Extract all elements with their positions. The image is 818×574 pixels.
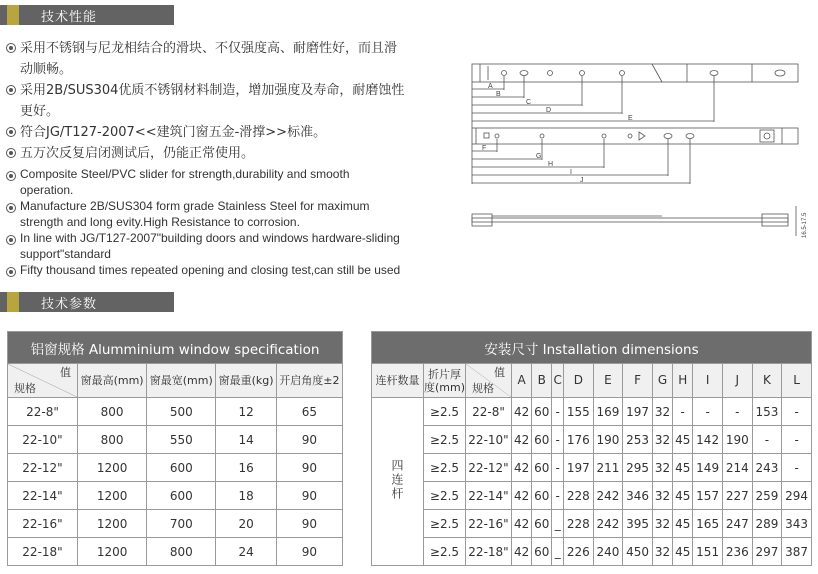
table-cell: 211 xyxy=(593,454,623,482)
table-cell: 60 xyxy=(532,510,552,538)
table-cell: 228 xyxy=(564,510,594,538)
table-cell: 243 xyxy=(752,454,782,482)
list-item: In line with JG/T127-2007"building doors and windows hardware-sliding support"standard xyxy=(5,230,405,262)
table-cell: 242 xyxy=(593,510,623,538)
table-cell: 294 xyxy=(782,482,812,510)
table-cell: 45 xyxy=(673,510,693,538)
list-item: 符合JG/T127-2007<<建筑门窗五金-滑撑>>标准。 xyxy=(5,122,405,143)
table-cell: 1200 xyxy=(78,454,147,482)
table-cell: 197 xyxy=(564,454,594,482)
accent-block xyxy=(7,5,19,25)
table-row xyxy=(372,510,812,538)
table-cell: - xyxy=(552,398,564,426)
table-cell: 90 xyxy=(276,538,342,566)
dim-label-e: E xyxy=(628,115,633,122)
table-cell: 1200 xyxy=(78,510,147,538)
table-cell: - xyxy=(722,398,752,426)
table-cell: _ xyxy=(552,510,564,538)
table-cell: 32 xyxy=(652,454,672,482)
table-cell: 42 xyxy=(512,538,532,566)
table-cell: 18 xyxy=(216,482,276,510)
column-header-letter: C xyxy=(552,364,564,398)
table-cell: 60 xyxy=(532,398,552,426)
table-cell: 289 xyxy=(752,510,782,538)
table-cell: 60 xyxy=(532,454,552,482)
table-cell: 90 xyxy=(276,454,342,482)
table-cell: 32 xyxy=(652,426,672,454)
column-header-letter: D xyxy=(564,364,594,398)
table-cell: 395 xyxy=(623,510,653,538)
table-cell: - xyxy=(782,398,812,426)
table-cell: 22-16" xyxy=(8,510,78,538)
table-cell: - xyxy=(782,426,812,454)
table-cell: ≥2.5 xyxy=(424,454,466,482)
table-cell: 42 xyxy=(512,510,532,538)
table-cell: 45 xyxy=(673,454,693,482)
table-cell: 165 xyxy=(693,510,723,538)
dim-label-h: H xyxy=(548,161,554,168)
table-cell: ≥2.5 xyxy=(424,426,466,454)
bullet-icon xyxy=(6,203,16,213)
table-cell: 22-14" xyxy=(8,482,78,510)
bullet-icon xyxy=(6,148,16,158)
table-cell: 800 xyxy=(78,398,147,426)
table-cell: 45 xyxy=(673,538,693,566)
table-cell: 42 xyxy=(512,454,532,482)
table-cell: 22-14" xyxy=(466,482,512,510)
table-cell: - xyxy=(552,454,564,482)
table-cell: 153 xyxy=(752,398,782,426)
bullet-icon xyxy=(6,267,16,277)
table-cell: 236 xyxy=(722,538,752,566)
diagonal-header-cell: 值 规格 xyxy=(8,364,78,398)
bullet-icon xyxy=(6,171,16,181)
table-cell: 190 xyxy=(722,426,752,454)
table-cell: 1200 xyxy=(78,482,147,510)
table-cell: 22-18" xyxy=(8,538,78,566)
table-title: 铝窗规格 Alumminium window specification xyxy=(8,332,343,364)
table-cell: 22-10" xyxy=(8,426,78,454)
table-cell: ≥2.5 xyxy=(424,482,466,510)
table-cell: 22-18" xyxy=(466,538,512,566)
table-cell: 24 xyxy=(216,538,276,566)
table-cell: 42 xyxy=(512,426,532,454)
section-header-params xyxy=(0,292,174,312)
dim-label-f: F xyxy=(482,145,487,152)
table-cell: 600 xyxy=(147,454,216,482)
column-header-letter: G xyxy=(652,364,672,398)
list-item: 采用2B/SUS304优质不锈钢材料制造，增加强度及寿命，耐磨蚀性更好。 xyxy=(5,80,405,122)
table-cell: 12 xyxy=(216,398,276,426)
bullet-icon xyxy=(6,85,16,95)
table-cell: 1200 xyxy=(78,538,147,566)
table-cell: 32 xyxy=(652,538,672,566)
table-cell: 32 xyxy=(652,398,672,426)
table-cell: 22-8" xyxy=(466,398,512,426)
column-header-letter: J xyxy=(722,364,752,398)
table-cell: - xyxy=(552,482,564,510)
column-header: 窗最高(mm) xyxy=(78,364,147,398)
table-cell: 32 xyxy=(652,510,672,538)
table-cell: 214 xyxy=(722,454,752,482)
table-cell: 60 xyxy=(532,538,552,566)
table-cell: 240 xyxy=(593,538,623,566)
column-header-letter: A xyxy=(512,364,532,398)
table-cell: 800 xyxy=(147,538,216,566)
features-en-list xyxy=(5,166,405,278)
table-cell: 157 xyxy=(693,482,723,510)
table-cell: 295 xyxy=(623,454,653,482)
table-cell: 42 xyxy=(512,482,532,510)
column-header: 窗最重(kg) xyxy=(216,364,276,398)
table-row xyxy=(8,538,343,566)
table-cell: 800 xyxy=(78,426,147,454)
table-cell: 600 xyxy=(147,482,216,510)
table-cell: - xyxy=(752,426,782,454)
list-item: 采用不锈钢与尼龙相结合的滑块、不仅强度高、耐磨性好，而且滑动顺畅。 xyxy=(5,38,405,80)
column-header-letter: I xyxy=(693,364,723,398)
table-cell: 32 xyxy=(652,482,672,510)
table-cell: 227 xyxy=(722,482,752,510)
section-header-performance xyxy=(0,5,174,25)
table-cell: ≥2.5 xyxy=(424,398,466,426)
dim-label-c: C xyxy=(526,99,532,106)
table-cell: 343 xyxy=(782,510,812,538)
table-cell: 142 xyxy=(693,426,723,454)
section-title: 技术参数 xyxy=(41,296,98,312)
list-item: Manufacture 2B/SUS304 form grade Stainless Steel for maximum strength and long evity.High Resistance to corrosion. xyxy=(5,198,405,230)
table-cell: 190 xyxy=(593,426,623,454)
dim-label-d: D xyxy=(546,107,552,114)
table-row xyxy=(372,426,812,454)
dim-label-a: A xyxy=(488,83,493,90)
table-cell: - xyxy=(693,398,723,426)
table-row xyxy=(372,454,812,482)
table-cell: 45 xyxy=(673,482,693,510)
table-cell: 176 xyxy=(564,426,594,454)
table-cell: 387 xyxy=(782,538,812,566)
bullet-icon xyxy=(6,43,16,53)
table-title: 安装尺寸 Installation dimensions xyxy=(372,332,812,364)
table-row xyxy=(8,454,343,482)
table-cell: 90 xyxy=(276,482,342,510)
table-cell: - xyxy=(552,426,564,454)
group-label: 四连杆 xyxy=(390,459,404,501)
table-cell: - xyxy=(673,398,693,426)
table-cell: - xyxy=(782,454,812,482)
table-cell: 22-16" xyxy=(466,510,512,538)
table-cell: 500 xyxy=(147,398,216,426)
table-row xyxy=(372,538,812,566)
column-header: 开启角度±2 xyxy=(276,364,342,398)
column-header-letter: L xyxy=(782,364,812,398)
list-item: Fifty thousand times repeated opening and closing test,can still be used xyxy=(5,262,405,278)
table-cell: 65 xyxy=(276,398,342,426)
column-header-letter: E xyxy=(593,364,623,398)
side-dimension-label: 16.5-17.5 xyxy=(802,212,808,238)
table-cell: 346 xyxy=(623,482,653,510)
table-cell: 22-12" xyxy=(8,454,78,482)
table-cell: 90 xyxy=(276,426,342,454)
column-header-letter: K xyxy=(752,364,782,398)
table-row xyxy=(8,426,343,454)
column-header-thickness: 折片厚度(mm) xyxy=(424,364,466,398)
table-cell: 197 xyxy=(623,398,653,426)
table-row xyxy=(8,398,343,426)
table-cell: 228 xyxy=(564,482,594,510)
table-row xyxy=(8,482,343,510)
table-cell: 242 xyxy=(593,482,623,510)
features-cn-list xyxy=(5,38,405,164)
table-cell: 700 xyxy=(147,510,216,538)
table-cell: 60 xyxy=(532,426,552,454)
hinge-technical-drawing xyxy=(462,56,818,242)
table-cell: 151 xyxy=(693,538,723,566)
column-header-link-count: 连杆数量 xyxy=(372,364,424,398)
table-cell: 253 xyxy=(623,426,653,454)
table-cell: 450 xyxy=(623,538,653,566)
table-row xyxy=(8,510,343,538)
diagonal-header-cell: 值 规格 xyxy=(466,364,512,398)
table-cell: 259 xyxy=(752,482,782,510)
group-label-cell xyxy=(372,398,424,566)
table-cell: 16 xyxy=(216,454,276,482)
dim-label-g: G xyxy=(536,153,542,160)
table-cell: ≥2.5 xyxy=(424,510,466,538)
table-cell: 550 xyxy=(147,426,216,454)
list-item: 五万次反复启闭测试后，仍能正常使用。 xyxy=(5,143,405,164)
installation-dimensions-table xyxy=(371,331,812,566)
column-header-letter: H xyxy=(673,364,693,398)
table-cell: 297 xyxy=(752,538,782,566)
section-title: 技术性能 xyxy=(41,9,98,25)
table-cell: 45 xyxy=(673,426,693,454)
dim-label-j: J xyxy=(580,177,584,184)
table-cell: 247 xyxy=(722,510,752,538)
bullet-icon xyxy=(6,127,16,137)
table-cell: 226 xyxy=(564,538,594,566)
column-header-letter: B xyxy=(532,364,552,398)
column-header: 窗最宽(mm) xyxy=(147,364,216,398)
table-cell: 42 xyxy=(512,398,532,426)
bullet-icon xyxy=(6,235,16,245)
window-spec-table xyxy=(7,331,343,566)
table-row xyxy=(372,482,812,510)
table-cell: 20 xyxy=(216,510,276,538)
table-cell: 169 xyxy=(593,398,623,426)
dim-label-i: I xyxy=(570,169,572,176)
dim-label-b: B xyxy=(496,91,501,98)
list-item: Composite Steel/PVC slider for strength,durability and smooth operation. xyxy=(5,166,405,198)
table-cell: 90 xyxy=(276,510,342,538)
table-cell: _ xyxy=(552,538,564,566)
table-cell: 155 xyxy=(564,398,594,426)
table-row xyxy=(372,398,812,426)
column-header-letter: F xyxy=(623,364,653,398)
table-cell: 149 xyxy=(693,454,723,482)
accent-block xyxy=(7,292,19,312)
table-cell: 22-8" xyxy=(8,398,78,426)
table-cell: 60 xyxy=(532,482,552,510)
table-cell: 14 xyxy=(216,426,276,454)
table-cell: ≥2.5 xyxy=(424,538,466,566)
table-cell: 22-12" xyxy=(466,454,512,482)
table-cell: 22-10" xyxy=(466,426,512,454)
